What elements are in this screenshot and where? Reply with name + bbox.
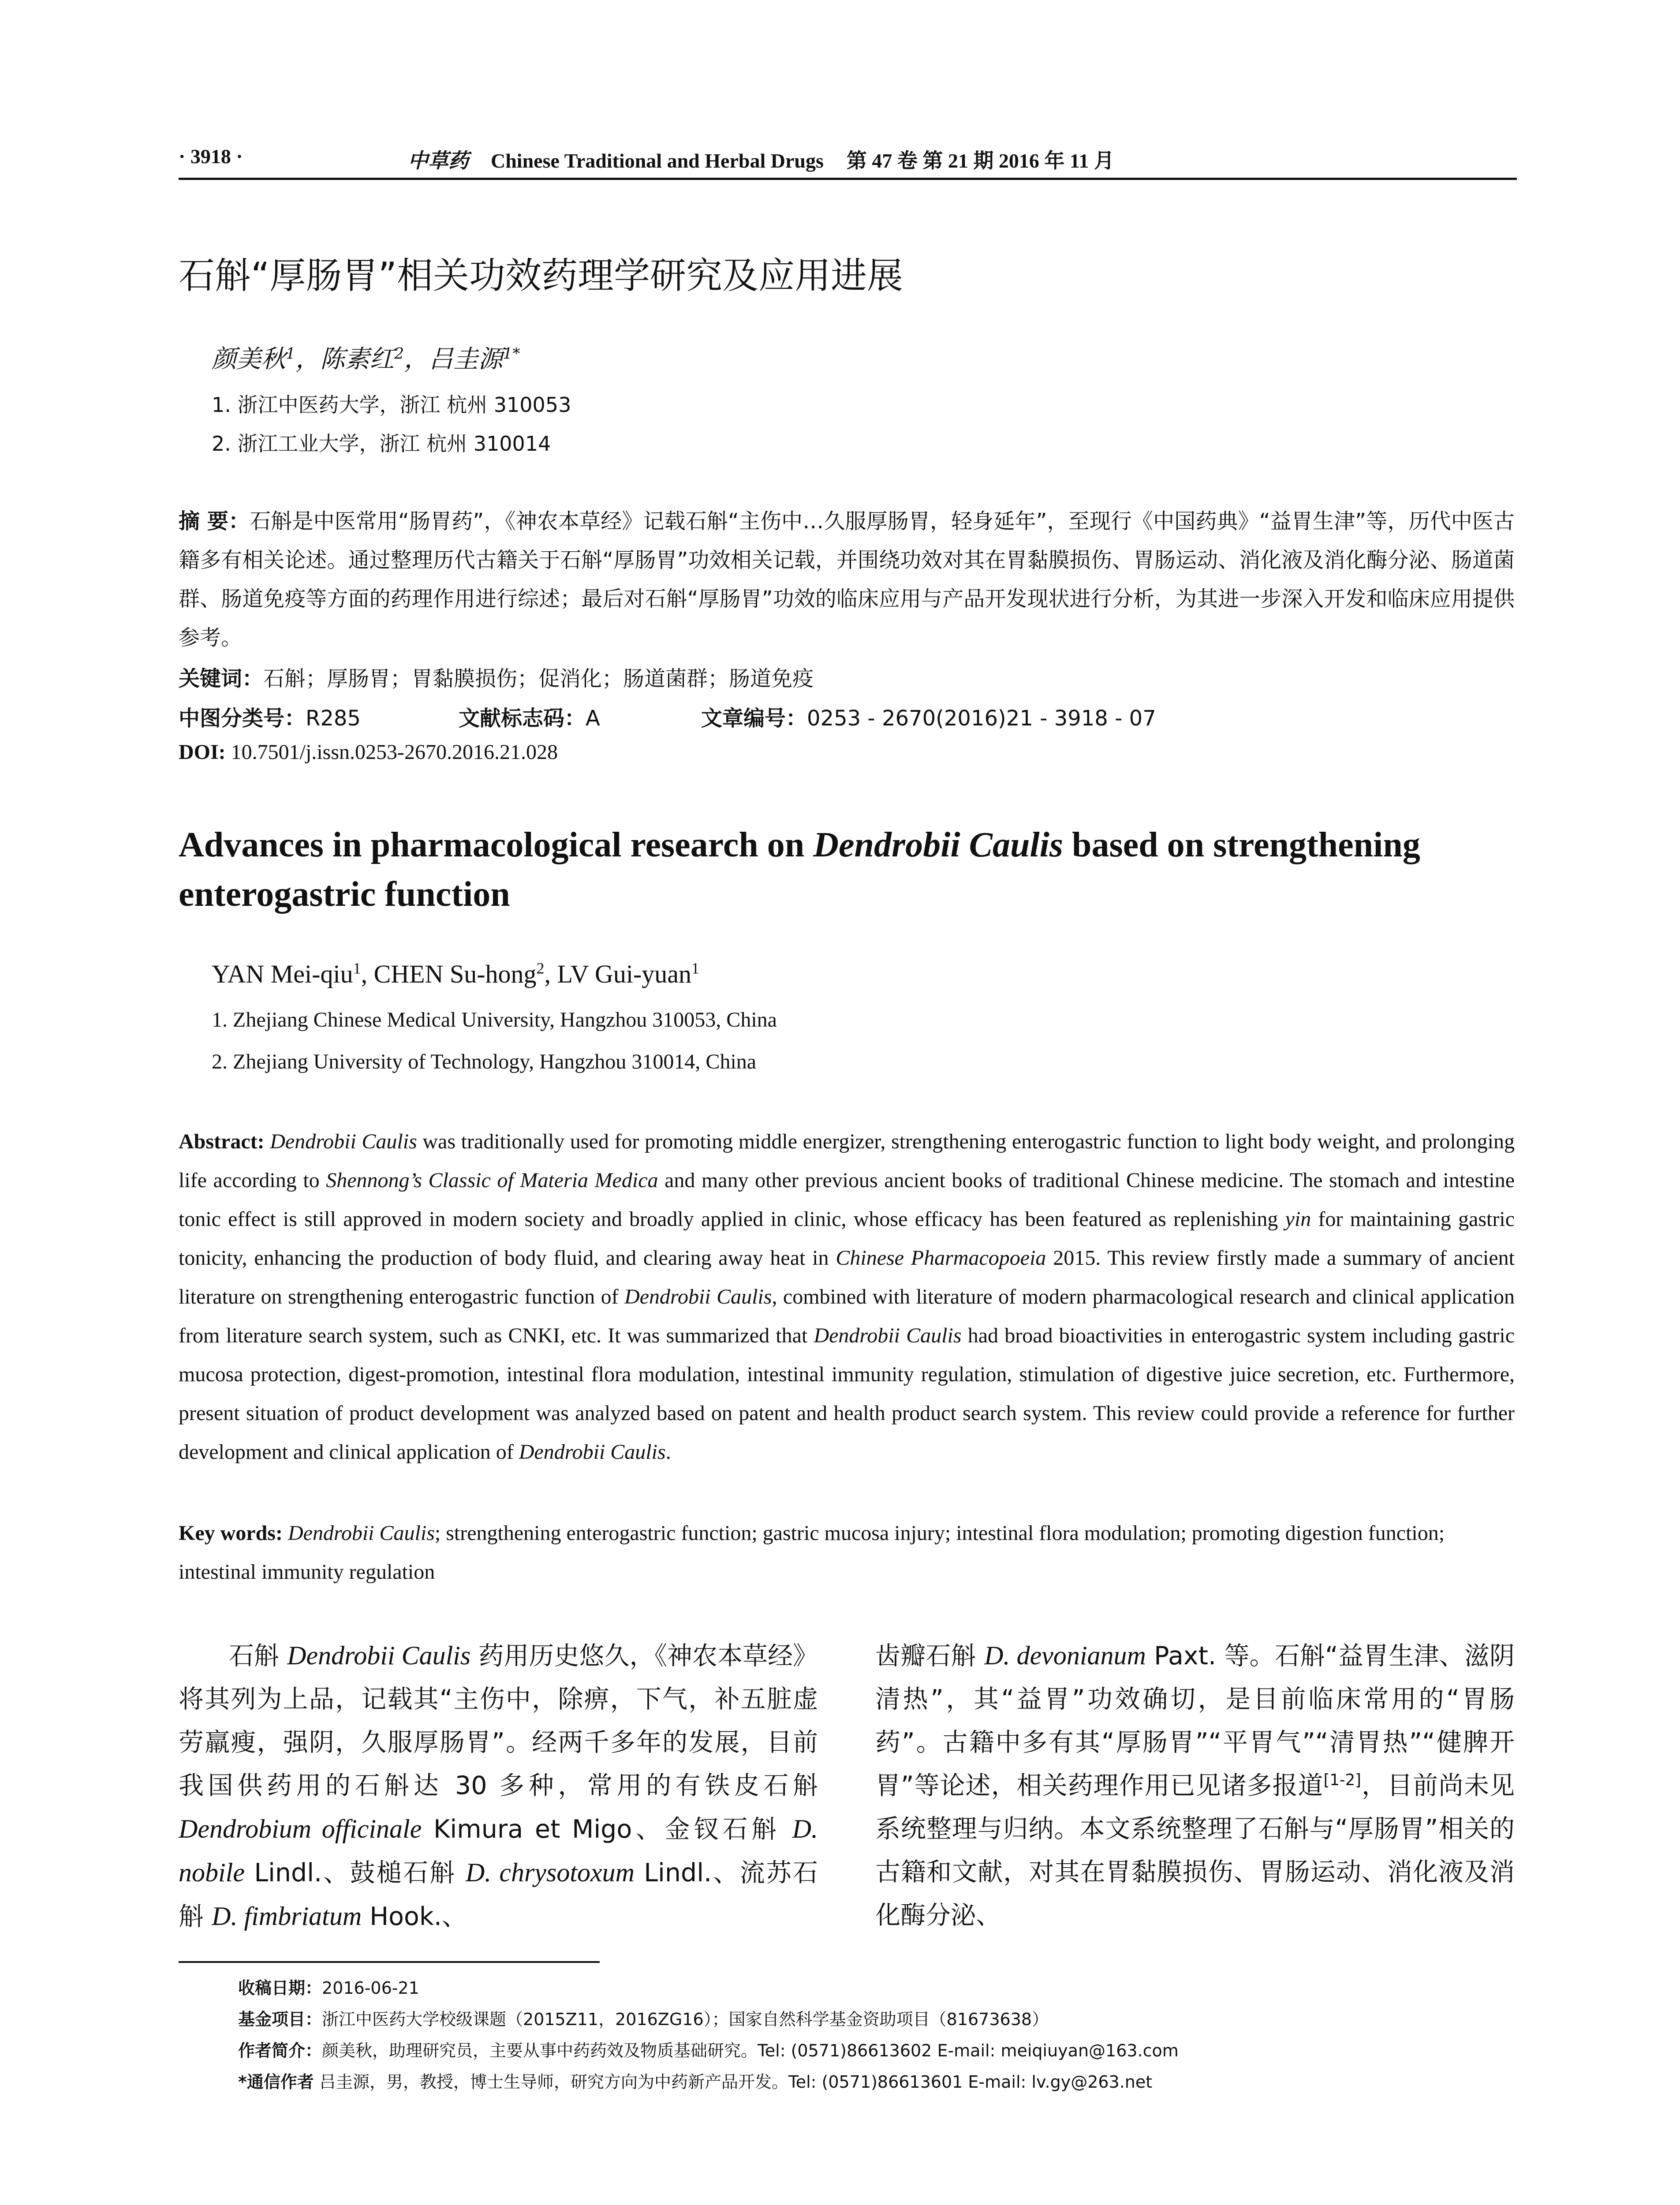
text-run: Paxt. 等。石斛“益胃生津、滋阴清热”，其“益胃”功效确切，是目前临床常用的“胃肠药”。古籍中多有其“厚肠胃”“平胃气”“清胃热”“健脾开胃”等论述，相关药理作用已见诸多报道 bbox=[875, 1641, 1515, 1800]
text-run: Lindl.、流苏石斛 bbox=[179, 1858, 818, 1931]
journal-en-name: Chinese Traditional and Herbal Drugs bbox=[491, 149, 824, 172]
text-run: 2015. This review firstly made a summary of ancient literature on strengthening enterogastric function of bbox=[179, 1246, 1515, 1308]
doi-line bbox=[179, 740, 558, 764]
cn-affiliation-2: 2. 浙江工业大学，浙江 杭州 310014 bbox=[212, 432, 551, 456]
author-bio-value: 颜美秋，助理研究员，主要从事中药药效及物质基础研究。Tel: (0571)86613602 E-mail: meiqiuyan@163.com bbox=[322, 2041, 1179, 2060]
cn-author-3: 吕圭源 bbox=[429, 345, 503, 374]
header-divider bbox=[179, 178, 1517, 180]
author-bio-label: 作者简介： bbox=[238, 2041, 322, 2060]
cn-title: 石斛“厚肠胃”相关功效药理学研究及应用进展 bbox=[179, 255, 903, 297]
italic-term: Dendrobii Caulis bbox=[270, 1130, 417, 1153]
text-run: Lindl.、鼓槌石斛 bbox=[244, 1858, 466, 1887]
text-run: Kimura et Migo、金钗石斛 bbox=[422, 1815, 792, 1844]
italic-term: Chinese Pharmacopoeia bbox=[836, 1246, 1046, 1270]
text-run: ; strengthening enterogastric function; gastric mucosa injury; intestinal flora modulation; promoting digestion function; intestinal immunity regulation bbox=[179, 1521, 1445, 1584]
en-abstract bbox=[179, 1122, 1515, 1472]
italic-term: D. nobile bbox=[179, 1814, 818, 1887]
italic-term: Dendrobii Caulis bbox=[287, 1521, 435, 1545]
text-run bbox=[265, 1130, 270, 1153]
journal-volume: 第 47 卷 第 21 期 bbox=[846, 149, 994, 172]
cn-abstract-text: 石斛是中医常用“肠胃药”，《神农本草经》记载石斛“主伤中…久服厚肠胃，轻身延年”，至现行《中国药典》“益胃生津”等，历代中医古籍多有相关论述。通过整理历代古籍关于石斛“厚肠胃”功效相关记载，并围绕功效对其在胃黏膜损伤、胃肠运动、消化液及消化酶分泌、肠道菌群、肠道免疫等方面的药理作用进行综述；最后对石斛“厚肠胃”功效的临床应用与产品开发现状进行分析，为其进一步深入开发和临床应用提供参考。 bbox=[179, 509, 1515, 650]
article-number-label: 文章编号： bbox=[701, 706, 807, 731]
en-author-3: LV Gui-yuan bbox=[557, 960, 692, 988]
footnote-fund bbox=[238, 2006, 1049, 2030]
text-run: 齿瓣石斛 bbox=[875, 1641, 985, 1671]
en-keywords-text bbox=[179, 1521, 1445, 1584]
en-author-2-aff: 2 bbox=[536, 959, 545, 977]
en-title-part-2: based on strengthening enterogastric function bbox=[179, 826, 1420, 914]
en-author-1: YAN Mei-qiu bbox=[212, 960, 353, 988]
body-column-left bbox=[179, 1634, 818, 1938]
class-number-label: 中图分类号： bbox=[179, 706, 306, 731]
italic-term: Shennong’s Classic of Materia Medica bbox=[326, 1169, 658, 1192]
text-run: Hook.、 bbox=[362, 1902, 467, 1931]
footnote-received bbox=[238, 1974, 419, 1999]
en-keywords bbox=[179, 1514, 1515, 1592]
received-value: 2016-06-21 bbox=[322, 1978, 419, 1998]
corresponding-label: *通信作者 bbox=[238, 2072, 314, 2092]
citation-ref: [1-2] bbox=[1323, 1771, 1361, 1789]
en-authors: YAN Mei-qiu$^1$, CHEN Su-hong$^2$, LV Gui-yuan$^1$ bbox=[212, 959, 700, 988]
text-run: 石斛 bbox=[229, 1641, 287, 1671]
italic-term: Dendrobii Caulis bbox=[287, 1641, 471, 1670]
text-run: was traditionally used for promoting middle energizer, strengthening enterogastric function to light body weight, and prolonging life according to bbox=[179, 1130, 1515, 1192]
received-label: 收稿日期： bbox=[238, 1978, 322, 1998]
cn-author-2-aff: 2 bbox=[394, 345, 404, 363]
cn-abstract bbox=[179, 502, 1515, 657]
en-abstract-text bbox=[179, 1130, 1515, 1464]
text-run: for maintaining gastric tonicity, enhancing the production of body fluid, and clearing away heat in bbox=[179, 1207, 1515, 1270]
footnote-divider bbox=[179, 1961, 600, 1963]
document-code-value: A bbox=[586, 706, 600, 731]
en-keywords-label: Key words: bbox=[179, 1521, 283, 1545]
running-header bbox=[179, 140, 1517, 176]
footnote-author bbox=[238, 2037, 1179, 2061]
en-author-1-aff: 1 bbox=[353, 959, 361, 977]
class-number bbox=[179, 701, 361, 732]
en-abstract-label: Abstract: bbox=[179, 1130, 265, 1153]
cn-authors: 颜美秋$^1$，陈素红$^2$，吕圭源$^{1*}$ bbox=[212, 345, 520, 374]
cn-abstract-label: 摘 要： bbox=[179, 509, 250, 534]
class-number-value: R285 bbox=[306, 706, 361, 731]
journal-date: 2016 年 11 月 bbox=[998, 149, 1114, 172]
en-author-3-aff: 1 bbox=[691, 959, 700, 977]
cn-keywords-text: 石斛；厚肠胃；胃黏膜损伤；促消化；肠道菌群；肠道免疫 bbox=[263, 666, 814, 691]
corresponding-value: 吕圭源，男，教授，博士生导师，研究方向为中药新产品开发。Tel: (0571)86613601 E-mail: lv.gy@263.net bbox=[319, 2072, 1153, 2092]
cn-author-2: 陈素红 bbox=[320, 345, 395, 374]
journal-line bbox=[408, 145, 1114, 174]
cn-author-1: 颜美秋 bbox=[212, 345, 286, 374]
italic-term: Dendrobium officinale bbox=[179, 1814, 422, 1843]
text-run: had broad bioactivities in enterogastric system including gastric mucosa protection, digest-promotion, intestinal flora modulation, intestinal immunity regulation, stimulation of digestive juice secretion, etc. Furthermore, present situation of product development was analyzed based on patent and health product search system. This review could provide a reference for further development and clinical application of bbox=[179, 1324, 1515, 1464]
text-run: . bbox=[665, 1440, 671, 1464]
article-number-value: 0253 - 2670(2016)21 - 3918 - 07 bbox=[807, 706, 1156, 731]
italic-term: Dendrobii Caulis bbox=[814, 1324, 962, 1347]
text-run: 药用历史悠久，《神农本草经》将其列为上品，记载其“主伤中，除痹，下气，补五脏虚劳羸瘦，强阴，久服厚肠胃”。经两千多年的发展，目前我国供药用的石斛达 30 多种，常用的有铁皮石斛 bbox=[179, 1641, 818, 1800]
text-run bbox=[283, 1521, 288, 1545]
doi-value: 10.7501/j.issn.0253-2670.2016.21.028 bbox=[231, 740, 558, 764]
document-code bbox=[459, 701, 600, 732]
en-affiliation-1: 1. Zhejiang Chinese Medical University, Hangzhou 310053, China bbox=[212, 1008, 777, 1031]
document-code-label: 文献标志码： bbox=[459, 706, 586, 731]
body-column-right bbox=[875, 1634, 1515, 1937]
italic-term: D. devonianum bbox=[984, 1641, 1146, 1670]
italic-term: yin bbox=[1285, 1207, 1311, 1231]
en-title-part-1: Advances in pharmacological research on bbox=[179, 826, 814, 864]
italic-term: D. chrysotoxum bbox=[465, 1858, 635, 1887]
fund-value: 浙江中医药大学校级课题（2015Z11，2016ZG16）；国家自然科学基金资助项目（81673638） bbox=[322, 2010, 1049, 2029]
cn-affiliation-1: 1. 浙江中医药大学，浙江 杭州 310053 bbox=[212, 393, 571, 417]
text-run: , combined with literature of modern pharmacological research and clinical application from literature search system, such as CNKI, etc. It was summarized that bbox=[179, 1285, 1515, 1347]
article-number bbox=[701, 701, 1156, 732]
en-title bbox=[179, 820, 1501, 919]
text-run: and many other previous ancient books of traditional Chinese medicine. The stomach and intestine tonic effect is still approved in modern society and broadly applied in clinic, whose efficacy has been featured as replenishing bbox=[179, 1169, 1515, 1231]
en-affiliation-2: 2. Zhejiang University of Technology, Hangzhou 310014, China bbox=[212, 1050, 757, 1073]
cn-keywords bbox=[179, 662, 814, 692]
italic-term: D. fimbriatum bbox=[212, 1902, 362, 1931]
page-number: · 3918 · bbox=[179, 145, 243, 168]
cn-keywords-label: 关键词： bbox=[179, 666, 264, 691]
footnote-corresponding bbox=[238, 2068, 1152, 2093]
cn-author-1-aff: 1 bbox=[286, 345, 296, 363]
en-title-italic: Dendrobii Caulis bbox=[813, 826, 1064, 864]
fund-label: 基金项目： bbox=[238, 2010, 322, 2029]
doi-label: DOI: bbox=[179, 740, 226, 764]
cn-author-3-aff: 1* bbox=[503, 345, 520, 363]
italic-term: Dendrobii Caulis bbox=[624, 1285, 772, 1308]
text-run: ，目前尚未见系统整理与归纳。本文系统整理了石斛与“厚肠胃”相关的古籍和文献，对其在胃黏膜损伤、胃肠运动、消化液及消化酶分泌、 bbox=[875, 1771, 1515, 1930]
journal-cn-logo: 中草药 bbox=[408, 149, 469, 172]
en-author-2: CHEN Su-hong bbox=[373, 960, 537, 988]
italic-term: Dendrobii Caulis bbox=[519, 1440, 666, 1464]
